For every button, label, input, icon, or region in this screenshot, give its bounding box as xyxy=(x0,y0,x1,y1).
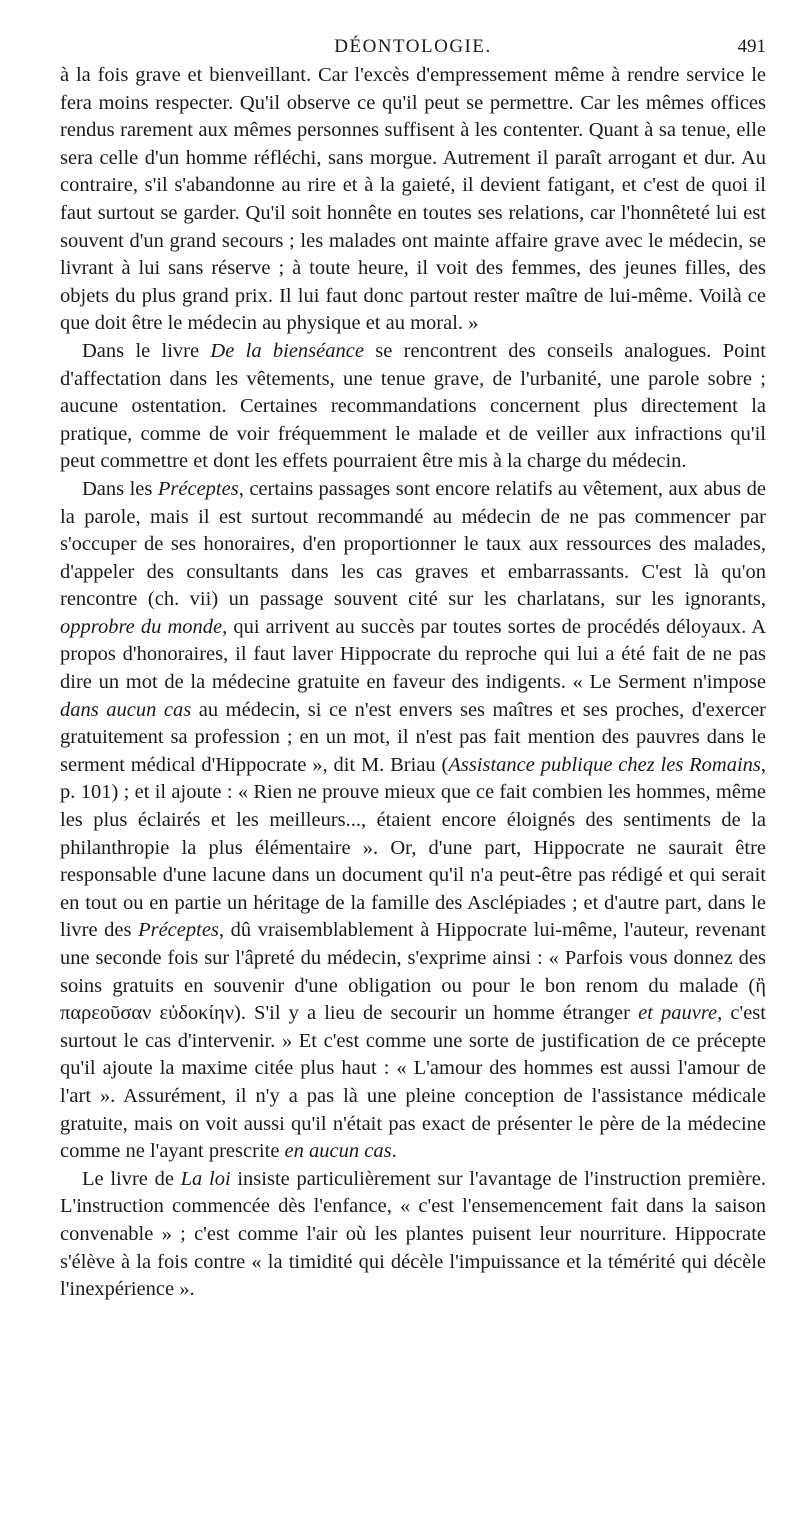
paragraph xyxy=(60,1166,766,1304)
italic-text: dans aucun cas xyxy=(60,698,192,721)
text-run: insiste particulièrement sur l'avantage de l'instruction première. L'instruction commencée dès l'enfance, « c'est l'ensemencement fait dans la saison convenable » ; c'est comme l'air où les plantes puisent leur nourriture. Hippocrate s'élève à la fois contre « la timidité qui décèle l'impuissance et la témérité qui décèle l'inexpérience ». xyxy=(60,1167,766,1301)
text-run: Dans le livre xyxy=(82,339,211,362)
running-head xyxy=(60,30,766,62)
book-page xyxy=(60,30,766,1304)
text-run: se rencontrent des conseils analogues. Point d'affectation dans les vêtements, une tenue grave, de l'urbanité, une parole sobre ; aucune ostentation. Certaines recommandations concernent plus directement la pratique, comme de voir fréquemment le malade et de veiller aux infractions qu'il peut commettre et dont les effets pourraient être mis à la charge du médecin. xyxy=(60,339,766,473)
page-number: 491 xyxy=(737,36,766,57)
text-run: , qui arrivent au succès par toutes sortes de procédés déloyaux. A propos d'honoraires, il faut laver Hippocrate du reproche qui lui a été fait de ne pas dire un mot de la médecine gratuite en faveur des indigents. « Le Serment n'impose xyxy=(60,615,767,694)
italic-text: en aucun cas xyxy=(284,1140,392,1163)
body-text xyxy=(60,62,766,1304)
paragraph xyxy=(60,62,766,338)
italic-text: La loi xyxy=(180,1167,231,1190)
paragraph xyxy=(60,476,766,1166)
italic-text: et pauvre xyxy=(638,1002,718,1025)
text-run: au médecin, si ce n'est envers ses maîtres et ses proches, d'exercer gratuitement sa profession ; en un mot, il n'est pas fait mention des pauvres dans le serment médical d'Hippocrate », dit M. Briau ( xyxy=(60,698,766,776)
text-run: Le livre de xyxy=(82,1167,181,1190)
text-run: ἢ παρεοῦσαν εὐδοκίην xyxy=(60,974,766,1025)
running-title: DÉONTOLOGIE. xyxy=(334,36,492,57)
text-run: Dans les xyxy=(82,477,158,500)
text-run: , certains passages sont encore relatifs au vêtement, aux abus de la parole, mais il est surtout recommandé au médecin de ne pas commencer par s'occuper de ses honoraires, d'en proportionner le taux aux ressources des malades, d'appeler des consultants dans les cas graves et embarrassants. C'est là qu'on rencontre (ch. vii) un passage souvent cité sur les charlatans, sur les ignorants, xyxy=(60,477,766,611)
text-run: , p. 101) ; et il ajoute : « Rien ne prouve mieux que ce fait combien les hommes, même les plus éclairés et les meilleurs..., étaient encore éloignés des sentiments de la philanthropie la plus élémentaire ». Or, d'une part, Hippocrate ne saurait être responsable d'une lacune dans un document qu'il n'a peut-être pas rédigé et qui serait en tout ou en partie un héritage de la famille des Asclépiades ; et d'autre part, dans le livre des xyxy=(60,753,766,942)
text-run: , c'est surtout le cas d'intervenir. » Et c'est comme une sorte de justification de ce précepte qu'il ajoute la maxime citée plus haut : « L'amour des hommes est aussi l'amour de l'art ». Assurément, il n'y a pas là une pleine conception de l'assistance médicale gratuite, mais on voit aussi qu'il n'était pas exact de présenter le père de la médecine comme ne l'ayant prescrite xyxy=(60,1002,766,1163)
italic-text: Assistance publique chez les Romains xyxy=(448,753,761,776)
text-run: à la fois grave et bienveillant. Car l'excès d'empressement même à rendre service le fera moins respecter. Qu'il observe ce qu'il peut se permettre. Car les mêmes offices rendus rarement aux mêmes personnes suffisent à les contenter. Quant à sa tenue, elle sera celle d'un homme réfléchi, sans morgue. Autrement il paraît arrogant et dur. Au contraire, s'il s'abandonne au rire et à la gaieté, il devient fatigant, et c'est de quoi il faut surtout se garder. Qu'il soit honnête en toutes ses relations, car l'honnêteté lui est souvent d'un grand secours ; les malades ont mainte affaire grave avec le médecin, se livrant à lui sans réserve ; à toute heure, il voit des femmes, des jeunes filles, des objets du plus grand prix. Il lui faut donc partout rester maître de lui-même. Voilà ce que doit être le médecin au physique et au moral. » xyxy=(60,64,766,335)
paragraph xyxy=(60,338,766,476)
italic-text: opprobre du monde xyxy=(60,615,223,638)
italic-text: Préceptes xyxy=(157,477,239,500)
text-run: ). S'il y a lieu de secourir un homme étranger xyxy=(234,1002,639,1025)
text-run: . xyxy=(391,1140,397,1163)
text-run: , dû vraisemblablement à Hippocrate lui-même, l'auteur, revenant une seconde fois sur l'âpreté du médecin, s'exprime ainsi : « Parfois vous donnez des soins gratuits en souvenir d'une obligation ou pour le bon renom du malade ( xyxy=(60,919,766,997)
italic-text: Préceptes xyxy=(138,919,219,942)
italic-text: De la bienséance xyxy=(210,339,364,362)
